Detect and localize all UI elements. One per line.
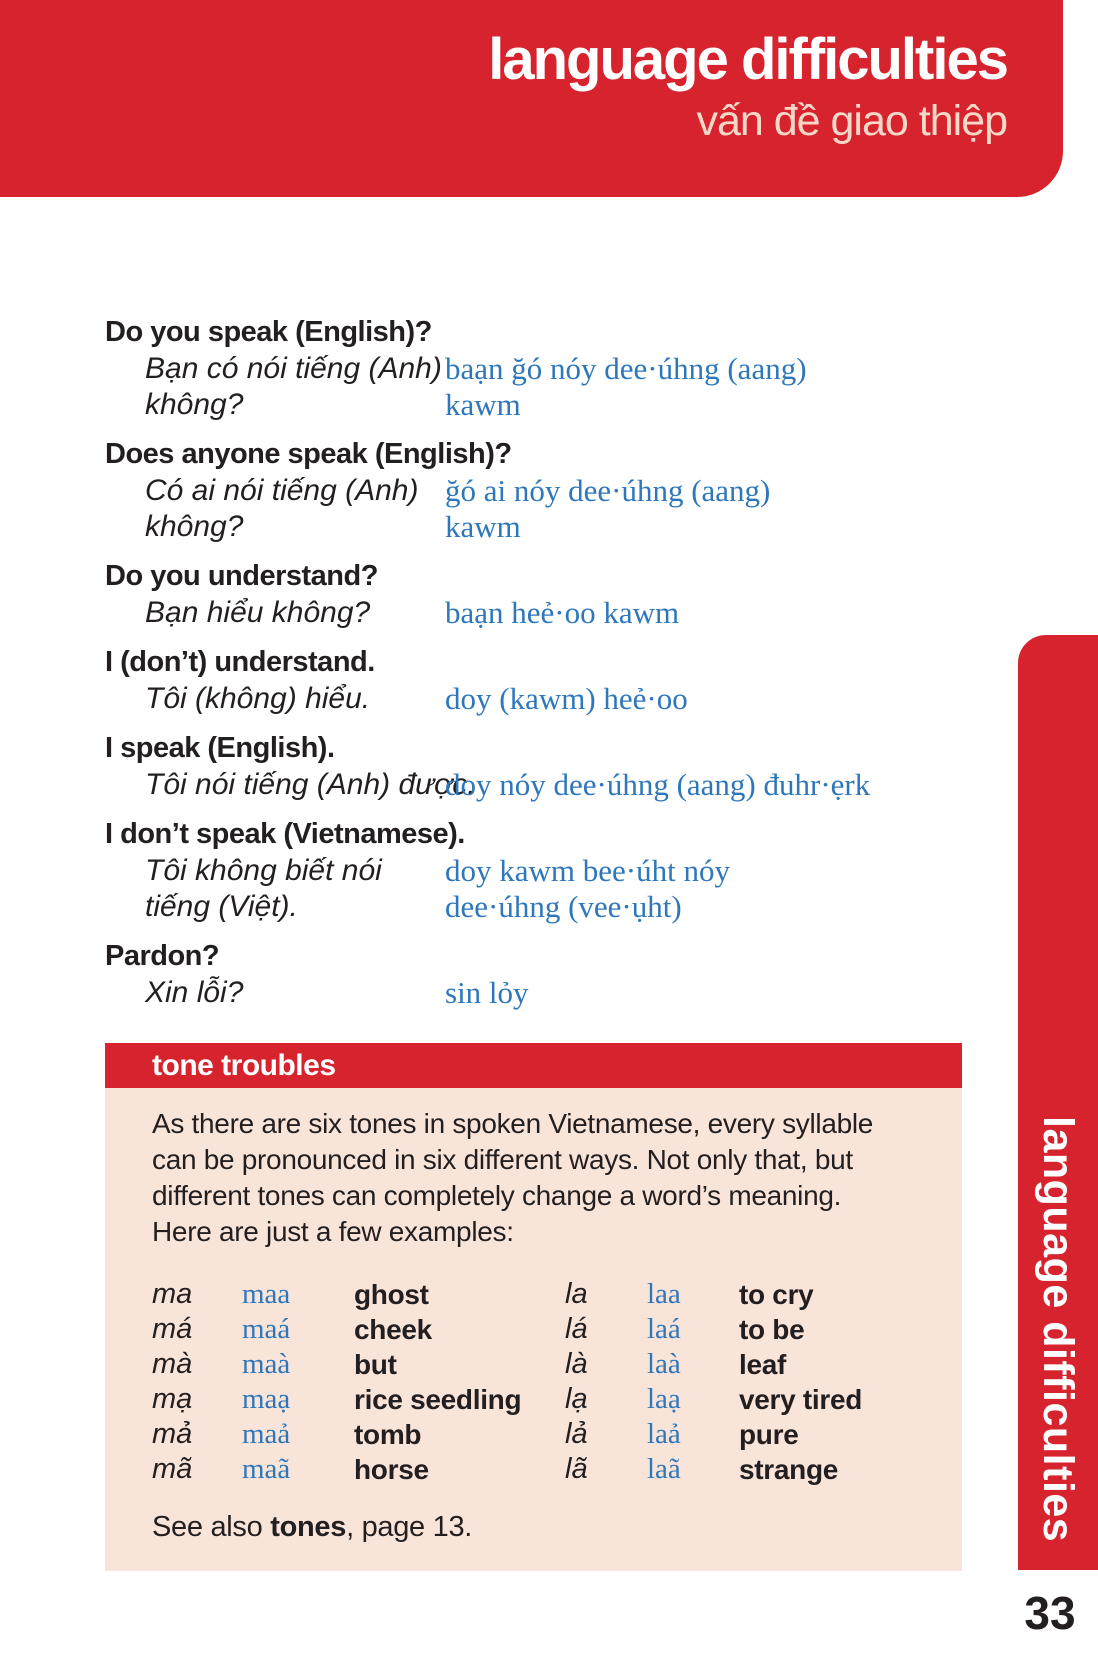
phrase-english: Do you understand?: [105, 560, 378, 592]
chapter-header-banner: [0, 0, 1063, 197]
phrase-group: [105, 644, 975, 717]
phrase-english: Pardon?: [105, 940, 220, 972]
chapter-subtitle-vietnamese: vấn đề giao thiệp: [696, 97, 1007, 145]
phrase-vietnamese: Tôi không biết nói tiếng (Việt).: [145, 854, 382, 923]
tone-troubles-body: [105, 1088, 962, 1571]
phrase-pronunciation: doy kawm bee·úht nóy dee·úhng (vee·ụht): [445, 853, 730, 924]
phrase-vietnamese: Tôi nói tiếng (Anh) được.: [145, 768, 476, 801]
phrase-pronunciation: doy (kawm) heẻ·oo: [445, 681, 688, 716]
phrase-group: [105, 558, 975, 631]
tone-examples-table: [152, 1277, 932, 1487]
phrase-english: I (don’t) understand.: [105, 646, 375, 678]
phrase-group: [105, 816, 975, 925]
phrase-group: [105, 314, 975, 423]
tone-troubles-title: tone troubles: [105, 1043, 962, 1088]
phrase-group: [105, 436, 975, 545]
tone-example-row: mả maả tomb lả laả pure: [152, 1418, 799, 1450]
phrase-pronunciation: doy nóy dee·úhng (aang) đuhr·ẹrk: [445, 767, 871, 802]
phrase-vietnamese: Có ai nói tiếng (Anh) không?: [145, 474, 419, 543]
phrase-english: I speak (English).: [105, 732, 335, 764]
phrase-english: Does anyone speak (English)?: [105, 438, 512, 470]
tone-example-row: ma maa ghost la laa to cry: [152, 1278, 814, 1310]
phrase-vietnamese: Bạn có nói tiếng (Anh) không?: [145, 352, 442, 421]
phrase-english: I don’t speak (Vietnamese).: [105, 818, 465, 850]
phrase-pronunciation: baạn heẻ·oo kawm: [445, 595, 680, 630]
phrase-vietnamese: Tôi (không) hiểu.: [145, 682, 371, 715]
tone-example-row: má maá cheek lá laá to be: [152, 1313, 805, 1345]
chapter-title: language difficulties: [488, 27, 1007, 92]
tone-troubles-paragraph: As there are six tones in spoken Vietnamese, every syllable can be pronounced in six different ways. Not only that, but different tones can completely change a word’s meaning. Here are just a few examples:: [152, 1108, 874, 1247]
phrase-vietnamese: Bạn hiểu không?: [145, 596, 371, 629]
side-tab-label: language difficulties: [1034, 1115, 1082, 1542]
phrase-list: [105, 314, 975, 1024]
see-also-cross-reference: See also tones, page 13.: [152, 1511, 473, 1543]
tone-example-row: mạ maạ rice seedling lạ laạ very tired: [152, 1383, 863, 1415]
phrase-pronunciation: ğó ai nóy dee·úhng (aang) kawm: [445, 473, 771, 544]
phrase-pronunciation: baạn ğó nóy dee·úhng (aang) kawm: [445, 351, 807, 422]
tone-example-row: mà maà but là laà leaf: [152, 1348, 787, 1380]
tone-example-row: mã maã horse lã laã strange: [152, 1453, 839, 1485]
page-number: 33: [1024, 1587, 1076, 1639]
tone-troubles-box: [105, 1043, 962, 1571]
phrase-pronunciation: sin lỏy: [445, 975, 529, 1010]
phrase-vietnamese: Xin lỗi?: [145, 976, 244, 1009]
phrase-group: [105, 938, 975, 1011]
phrase-group: [105, 730, 975, 803]
chapter-side-tab: [1018, 635, 1098, 1570]
phrase-english: Do you speak (English)?: [105, 316, 432, 348]
